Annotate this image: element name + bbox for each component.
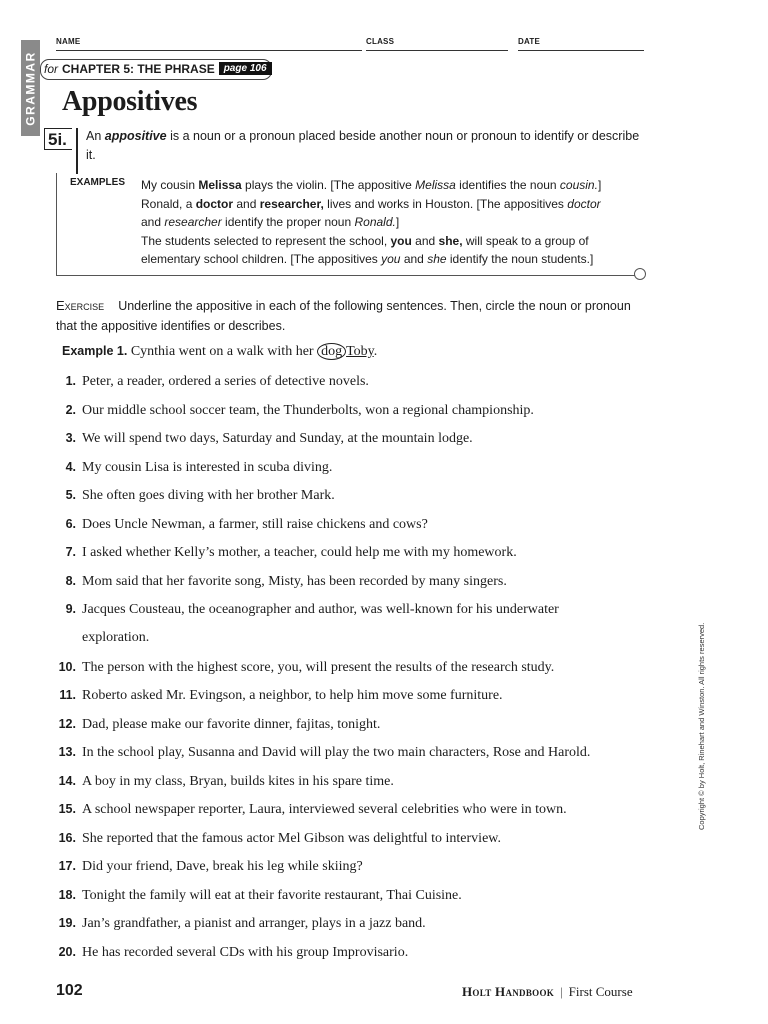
example-circled-noun: dog [317,343,346,360]
exercise-item[interactable]: 7. I asked whether Kelly’s mother, a teacher, could help me with my homework. [65,545,517,560]
date-line[interactable] [518,50,644,51]
example-item-pre: Cynthia went on a walk with her [130,344,318,359]
exercise-item[interactable]: 12. Dad, please make our favorite dinner, fajitas, tonight. [58,717,381,732]
exercise-item[interactable]: 17. Did your friend, Dave, break his leg while skiing? [58,859,363,874]
rule-definition [86,127,646,165]
example-item-label: Example 1. [62,344,128,358]
exercise-item[interactable]: 9. Jacques Cousteau, the oceanographer and author, was well-known for his underwater exploration. [65,602,559,645]
examples-label: EXAMPLES [70,177,126,188]
chapter-for: for [44,61,59,76]
exercise-label: Exercise [56,298,105,313]
rule-number: 5i. [44,128,72,150]
copyright-notice: Copyright © by Holt, Rinehart and Winston. All rights reserved. [697,622,706,830]
class-line[interactable] [366,50,508,51]
example-line: and researcher identify the proper noun Ronald.] [141,215,400,229]
chapter-page-badge: page 106 [219,62,272,75]
class-label: CLASS [366,37,395,46]
example-underlined-appositive: Toby [346,344,374,359]
exercise-item[interactable]: 18. Tonight the family will eat at their favorite restaurant, Thai Cuisine. [58,888,462,903]
exercise-item[interactable]: 10. The person with the highest score, you, will present the results of the research study. [58,660,555,675]
footer-course: First Course [568,984,633,999]
rule-term: appositive [104,129,167,143]
example-line: The students selected to represent the school, you and she, will speak to a group of [141,233,589,248]
exercise-item[interactable]: 16. She reported that the famous actor Mel Gibson was delightful to interview. [58,831,501,846]
name-line[interactable] [56,50,362,51]
exercise-item[interactable]: 8. Mom said that her favorite song, Misty, has been recorded by many singers. [65,574,507,589]
exercise-item[interactable]: 1. Peter, a reader, ordered a series of detective novels. [65,374,369,389]
date-label: DATE [518,37,540,46]
exercise-item[interactable]: 19. Jan’s grandfather, a pianist and arranger, plays in a jazz band. [58,916,426,931]
example-line: My cousin Melissa plays the violin. [The appositive Melissa identifies the noun cousin.] [141,178,602,192]
exercise-item[interactable]: 2. Our middle school soccer team, the Thunderbolts, won a regional championship. [65,403,534,418]
exercise-item[interactable]: 6. Does Uncle Newman, a farmer, still raise chickens and cows? [65,517,428,532]
exercise-text: Underline the appositive in each of the following sentences. Then, circle the noun or pronoun that the appositive identifies or describes. [56,299,631,333]
grammar-side-tab-label: GRAMMAR [23,51,38,126]
footer-separator: | [560,984,563,999]
page-title: Appositives [62,86,198,117]
example-item: Example 1. Cynthia went on a walk with her dog Toby. [62,344,378,359]
exercise-item[interactable]: 15. A school newspaper reporter, Laura, interviewed several celebrities who were in town. [58,802,567,817]
exercise-item[interactable]: 5. She often goes diving with her brother Mark. [65,488,335,503]
rule-text-post: is a noun or a pronoun placed beside another noun or pronoun to identify or describe it. [86,129,640,162]
exercise-item[interactable]: 11. Roberto asked Mr. Evingson, a neighbor, to help him move some furniture. [59,688,503,703]
page-number: 102 [56,982,83,999]
example-line: elementary school children. [The appositives you and she identify the noun students.] [141,252,594,266]
rule-divider [76,128,78,174]
examples-text [141,176,641,269]
exercise-item[interactable]: 14. A boy in my class, Bryan, builds kites in his spare time. [58,774,394,789]
example-line: Ronald, a doctor and researcher, lives and works in Houston. [The appositives doctor [141,196,601,211]
exercise-item[interactable]: 4. My cousin Lisa is interested in scuba diving. [65,460,333,475]
exercise-item[interactable]: 3. We will spend two days, Saturday and Sunday, at the mountain lodge. [65,431,473,446]
rule-text-pre: An [86,129,105,143]
footer-book-title [462,984,633,1000]
footer-book: Holt Handbook [462,984,555,999]
exercise-instructions [56,296,636,336]
chapter-tag [44,60,272,77]
exercise-item[interactable]: 20. He has recorded several CDs with his group Improvisario. [58,945,409,960]
frame-end-dot [634,268,646,280]
name-label: NAME [56,37,81,46]
exercise-item[interactable]: 13. In the school play, Susanna and David will play the two main characters, Rose and Harold. [58,745,591,760]
chapter-title: CHAPTER 5: THE PHRASE [62,61,215,76]
